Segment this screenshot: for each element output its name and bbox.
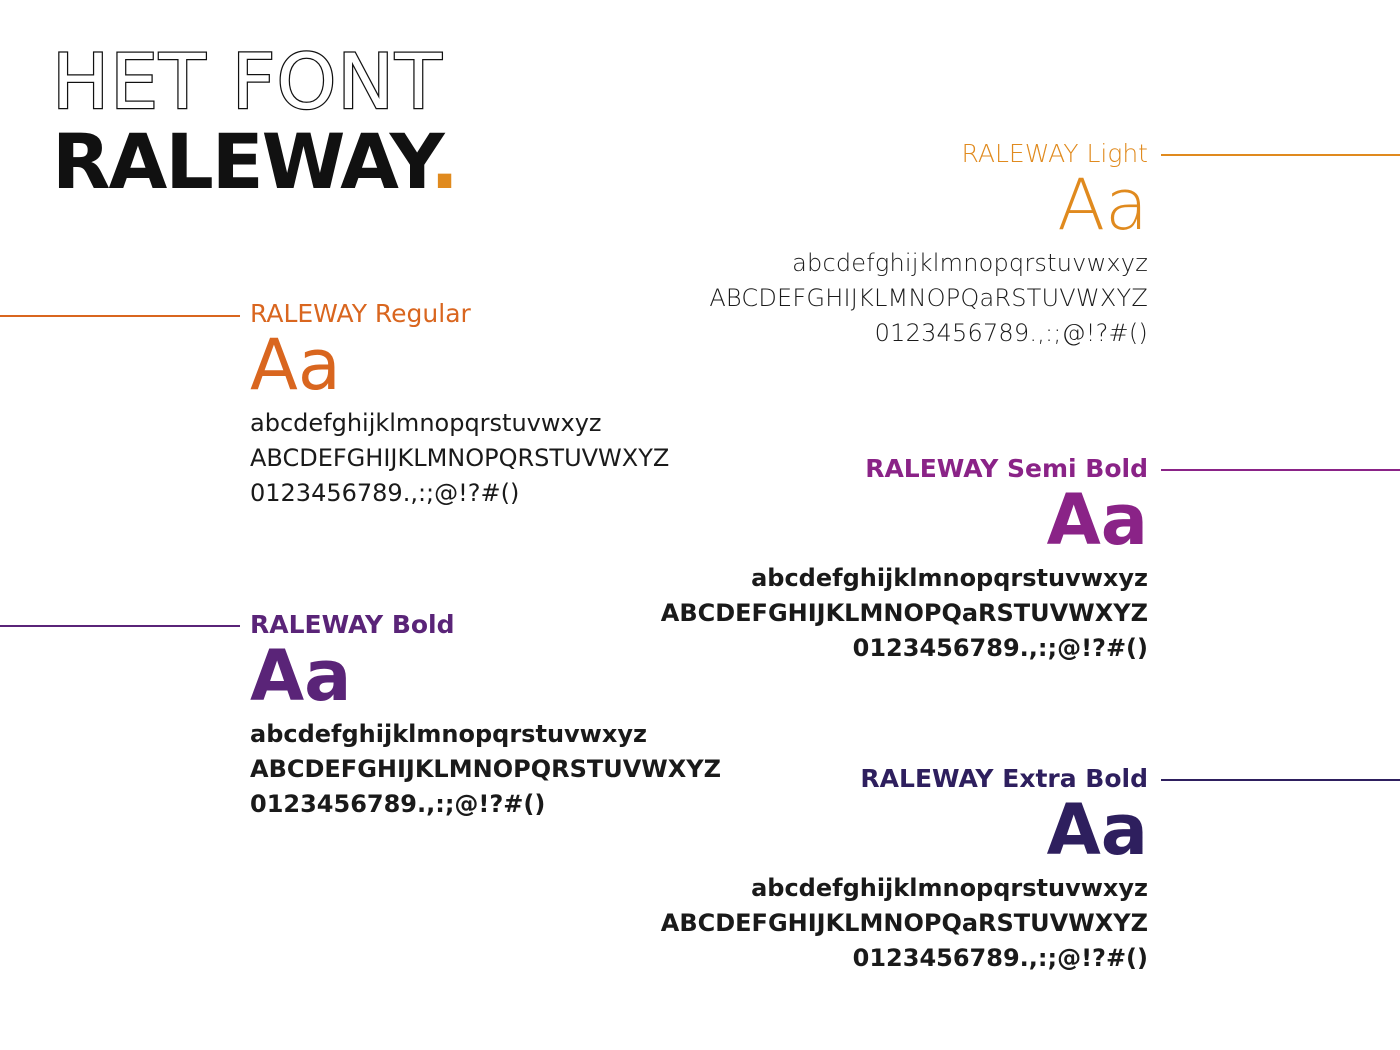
specimen-aa: Aa (250, 635, 352, 717)
rule-bold (0, 625, 240, 627)
rule-regular (0, 315, 240, 317)
specimen-uppercase: ABCDEFGHIJKLMNOPQaRSTUVWXYZ (709, 284, 1148, 312)
specimen-aa: Aa (1046, 789, 1148, 871)
specimen-label: RALEWAY Extra Bold (860, 764, 1148, 793)
specimen-regular (250, 301, 669, 511)
specimen-extrabold (661, 766, 1148, 976)
page-title (52, 37, 457, 206)
specimen-lowercase: abcdefghijklmnopqrstuvwxyz (250, 409, 602, 437)
specimen-label: RALEWAY Light (961, 139, 1148, 168)
rule-light (1161, 154, 1400, 156)
specimen-label: RALEWAY Bold (250, 610, 455, 639)
specimen-digits: 0123456789.,:;@!?#() (852, 944, 1148, 972)
specimen-semibold (661, 456, 1148, 666)
title-font-name: RALEWAY (52, 117, 431, 206)
specimen-uppercase: ABCDEFGHIJKLMNOPQaRSTUVWXYZ (660, 909, 1148, 937)
specimen-label: RALEWAY Regular (250, 299, 471, 328)
specimen-label: RALEWAY Semi Bold (865, 454, 1148, 483)
specimen-light (709, 141, 1148, 351)
specimen-lowercase: abcdefghijklmnopqrstuvwxyz (751, 564, 1148, 592)
title-solid-line (52, 117, 457, 206)
rule-extrabold (1161, 779, 1400, 781)
title-outline-line: HET FONT (52, 37, 443, 126)
specimen-uppercase: ABCDEFGHIJKLMNOPQaRSTUVWXYZ (660, 599, 1148, 627)
specimen-uppercase: ABCDEFGHIJKLMNOPQRSTUVWXYZ (250, 444, 670, 472)
specimen-aa: Aa (1057, 164, 1148, 246)
specimen-lowercase: abcdefghijklmnopqrstuvwxyz (751, 874, 1148, 902)
specimen-lowercase: abcdefghijklmnopqrstuvwxyz (250, 720, 647, 748)
specimen-uppercase: ABCDEFGHIJKLMNOPQRSTUVWXYZ (250, 755, 722, 783)
specimen-digits: 0123456789.,:;@!?#() (250, 479, 520, 507)
specimen-digits: 0123456789.,:;@!?#() (250, 790, 546, 818)
specimen-digits: 0123456789.,:;@!?#() (874, 319, 1148, 347)
specimen-aa: Aa (250, 324, 341, 406)
specimen-bold (250, 612, 721, 822)
rule-semibold (1161, 469, 1400, 471)
title-dot: . (430, 117, 457, 206)
specimen-lowercase: abcdefghijklmnopqrstuvwxyz (792, 249, 1148, 277)
specimen-aa: Aa (1046, 479, 1148, 561)
specimen-digits: 0123456789.,:;@!?#() (852, 634, 1148, 662)
